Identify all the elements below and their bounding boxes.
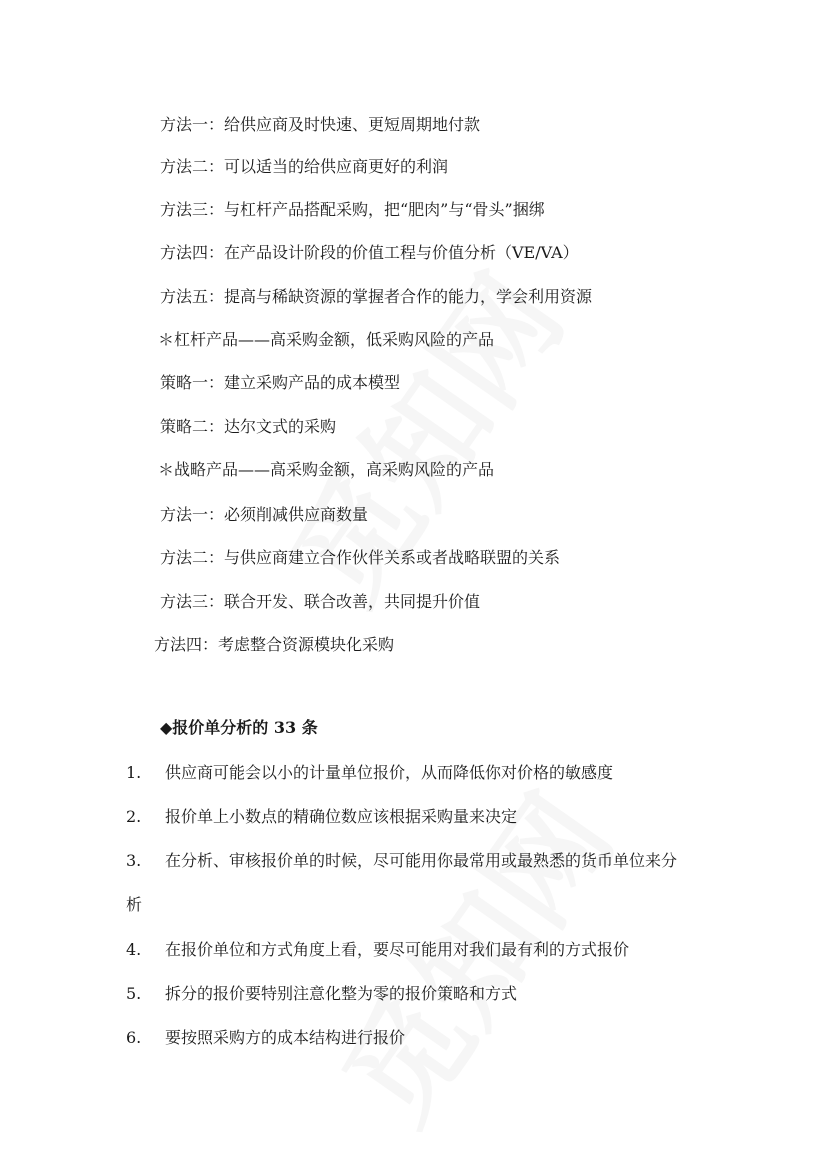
list-number: 6. [126,1028,142,1047]
text-line: 方法一：必须削减供应商数量 [160,505,369,524]
text-line: 方法二：可以适当的给供应商更好的利润 [160,157,449,176]
list-text: 在分析、审核报价单的时候，尽可能用你最常用或最熟悉的货币单位来分 [165,851,678,870]
list-text: 供应商可能会以小的计量单位报价，从而降低你对价格的敏感度 [165,763,614,782]
list-text: 报价单上小数点的精确位数应该根据采购量来决定 [165,807,518,826]
text-line: ＊战略产品——高采购金额，高采购风险的产品 [158,460,495,479]
section-heading: ◆报价单分析的 33 条 [160,718,318,737]
text-line: 策略一：建立采购产品的成本模型 [160,373,401,392]
text-line: 方法三：联合开发、联合改善，共同提升价值 [160,592,481,611]
list-number: 1. [126,763,142,782]
text-line: 方法五：提高与稀缺资源的掌握者合作的能力，学会利用资源 [160,287,593,306]
list-number: 3. [126,851,142,870]
text-line: 方法一：给供应商及时快速、更短周期地付款 [160,115,481,134]
list-text-continuation: 析 [126,895,143,914]
text-line: 策略二：达尔文式的采购 [160,417,337,436]
text-line: 方法四：考虑整合资源模块化采购 [154,635,395,654]
watermark [328,778,633,1142]
list-text: 在报价单位和方式角度上看，要尽可能用对我们最有利的方式报价 [165,940,630,959]
text-line: 方法三：与杠杆产品搭配采购，把“肥肉”与“骨头”捆绑 [160,200,545,219]
list-number: 5. [126,984,142,1003]
list-text: 拆分的报价要特别注意化整为零的报价策略和方式 [165,984,518,1003]
text-line: ＊杠杆产品——高采购金额，低采购风险的产品 [158,330,495,349]
list-number: 4. [126,940,142,959]
text-line: 方法二：与供应商建立合作伙伴关系或者战略联盟的关系 [160,548,561,567]
list-text: 要按照采购方的成本结构进行报价 [165,1028,406,1047]
text-line: 方法四：在产品设计阶段的价值工程与价值分析（VE/VA） [160,243,579,262]
list-number: 2. [126,807,142,826]
